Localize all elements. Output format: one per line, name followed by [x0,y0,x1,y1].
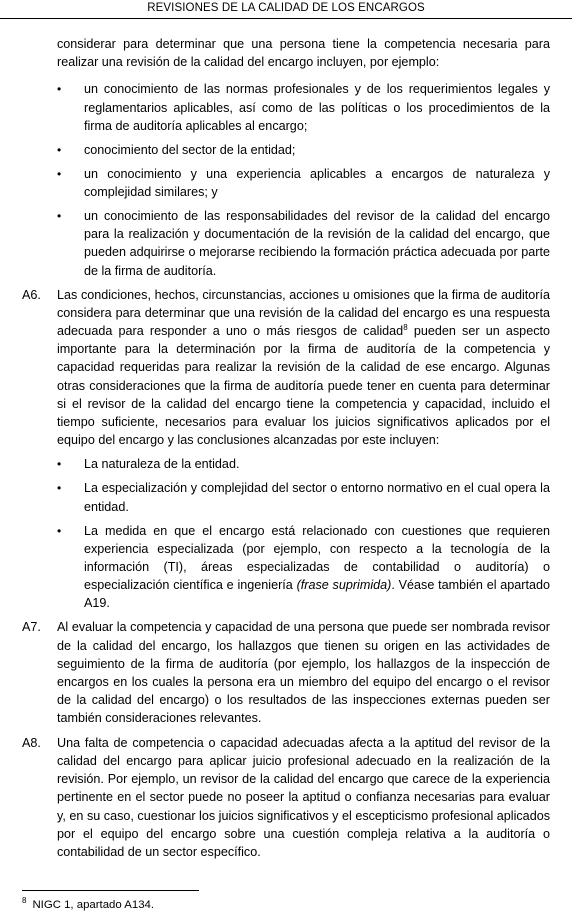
bullet-icon: • [57,166,62,181]
list-item-text: un conocimiento de las normas profesionales y de los requerimientos legales y reglamentarios aplicables, así como de las políticas o los procedimientos de la firma de auditoría aplicables al encargo; [84,82,550,133]
bullet-icon: • [57,457,62,472]
page-body [22,35,550,867]
bullet-icon: • [57,142,62,157]
intro-paragraph: considerar para determinar que una persona tiene la competencia necesaria para realizar una revisión de la calidad del encargo incluyen, por ejemplo: [57,37,550,70]
paragraph-text-cont: pueden ser un aspecto importante para la determinación por la firma de auditoría de la competencia y capacidad requeridas para realizar la revisión de la calidad de ese encargo. Algunas otras consideraciones que la firma de auditoría puede tener en cuenta para determinar si el revisor de la calidad del encargo tiene la competencia y capacidad, incluido el tiempo suficiente, necesarios para evaluar los juicios significativos aplicados por el equipo del encargo y las conclusiones alcanzadas por este incluyen: [57,324,550,448]
list-item-text: conocimiento del sector de la entidad; [84,142,296,157]
running-header [0,0,572,20]
list-item-text: La medida en que el encargo está relacionado con cuestiones que requieren experiencia especializada (por ejemplo, con respecto a la tecnología de la información (TI), áreas especializadas de contabilidad o auditoría) o especialización científica e ingeniería [84,523,550,593]
suppressed-phrase: (frase suprimida) [296,578,392,593]
paragraph-text: Al evaluar la competencia y capacidad de una persona que puede ser nombrada revisor de la calidad del encargo, los hallazgos que tienen su origen en las actividades de seguimiento de la firma de auditoría (por ejemplo, los hallazgos de la inspección de encargos en los cuales la persona era un miembro del equipo del encargo o el revisor de la calidad del encargo) o los resultados de las inspecciones externas pueden ser también consideraciones relevantes. [57,620,550,726]
bullet-icon: • [57,82,62,97]
list-item [22,207,550,280]
paragraph-number: A7. [22,620,41,635]
paragraph-a7 [22,618,550,727]
footnote-reference[interactable]: 8 [403,322,408,332]
bullet-icon: • [57,209,62,224]
header-title: REVISIONES DE LA CALIDAD DE LOS ENCARGOS [147,2,425,14]
footnote-number: 8 [22,896,27,906]
intro-bullet-list [22,80,550,279]
bullet-icon: • [57,523,62,538]
list-item-text: La naturaleza de la entidad. [84,457,240,472]
list-item [22,522,550,613]
a6-bullet-list [22,455,550,612]
paragraph-a6 [22,286,550,450]
list-item [22,80,550,135]
header-rule [0,18,572,19]
list-item [22,455,550,473]
footnote-separator [22,890,199,891]
paragraph-a8 [22,734,550,861]
list-item-text: La especialización y complejidad del sector o entorno normativo en el cual opera la entidad. [84,481,550,514]
footnote [22,898,154,912]
list-item-text: un conocimiento y una experiencia aplicables a encargos de naturaleza y complejidad similares; y [84,166,550,200]
paragraph-number: A8. [22,735,41,750]
bullet-icon: • [57,481,62,496]
footnote-text: NIGC 1, apartado A134. [32,899,155,911]
paragraph-text: Las condiciones, hechos, circunstancias, acciones u omisiones que la firma de auditoría considera para determinar que una revisión de la calidad del encargo es una respuesta adecuada para responder a uno o más riesgos de calidad [57,287,550,339]
list-item [22,479,550,515]
paragraph-number: A6. [22,287,41,302]
list-item [22,141,550,159]
paragraph-text: Una falta de competencia o capacidad adecuadas afecta a la aptitud del revisor de la calidad del encargo para aplicar juicio profesional adecuado en la realización de la revisión. Por ejemplo, un revisor de la calidad del encargo que carece de la experiencia pertinente en el sector puede no poseer la aptitud o confianza necesarias para evaluar y, en su caso, cuestionar los juicios significativos y el escepticismo profesional aplicados por el equipo del encargo sobre una cuestión compleja relativa a la auditoría o contabilidad de un sector específico. [57,735,550,859]
list-item-text: un conocimiento de las responsabilidades del revisor de la calidad del encargo para la realización y documentación de la revisión de la calidad del encargo, que pueden adquirirse o mejorarse recibiendo la formación práctica adecuada por parte de la firma de auditoría. [84,209,550,278]
list-item [22,165,550,201]
list-item-text-end: . Véase también el apartado A19. [84,578,550,611]
